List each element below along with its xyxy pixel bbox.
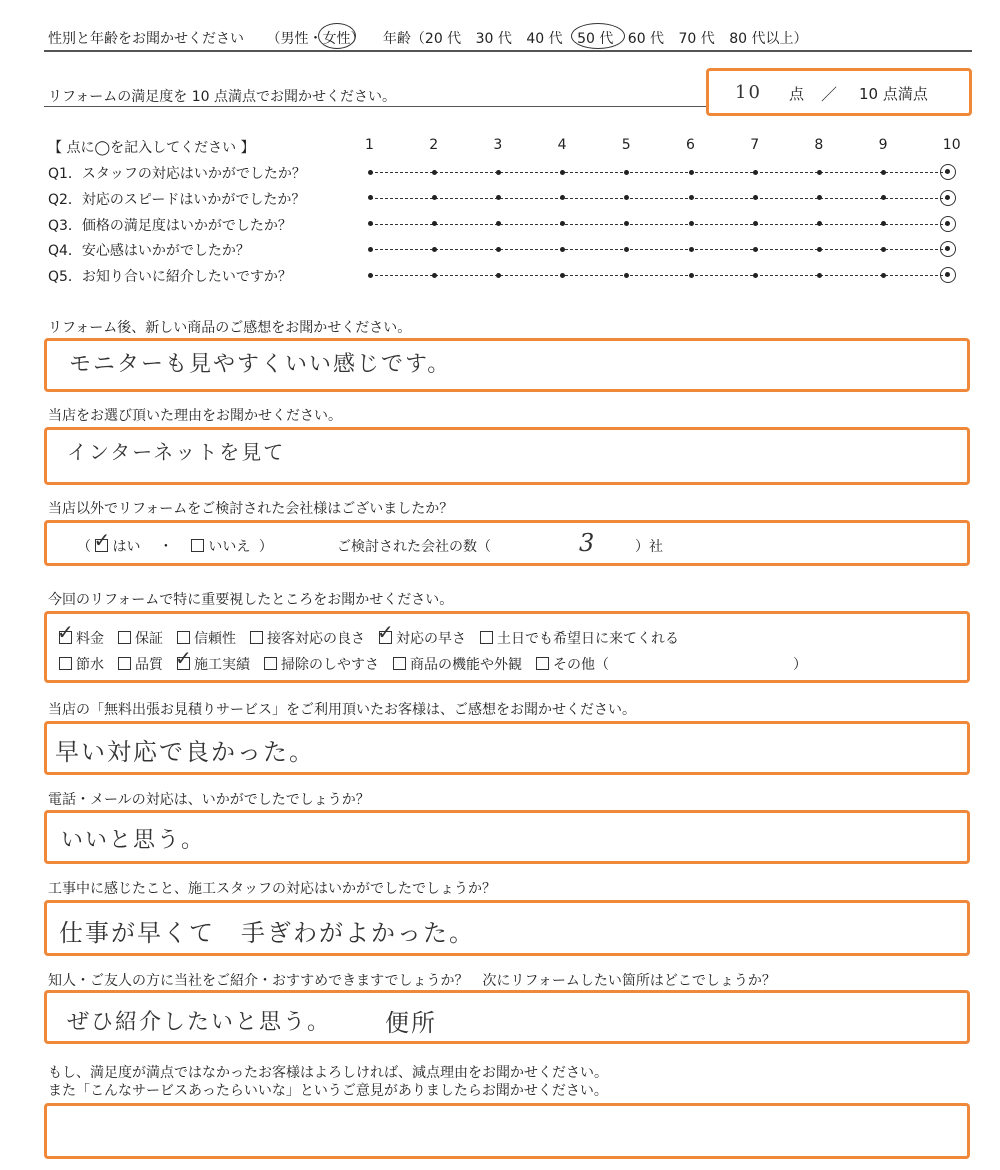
rating-point-q4-3[interactable] bbox=[496, 247, 501, 252]
phone-question: 電話・メールの対応は、いかがでしたでしょうか？ bbox=[48, 792, 370, 808]
scale-number-3: 3 bbox=[493, 137, 503, 153]
rating-point-q1-8[interactable] bbox=[817, 170, 822, 175]
priority-option[interactable] bbox=[177, 631, 236, 647]
priority-option[interactable] bbox=[118, 657, 163, 673]
priority-checkbox[interactable] bbox=[480, 631, 493, 644]
priority-checkbox-checked[interactable] bbox=[57, 620, 74, 644]
rating-question-q1: Q1．スタッフの対応はいかがでしたか？ bbox=[48, 166, 306, 182]
priority-checkbox-checked[interactable] bbox=[377, 620, 394, 644]
rating-point-q1-4[interactable] bbox=[560, 170, 565, 175]
age-30: 30 代 bbox=[475, 31, 512, 47]
other-no-checkbox[interactable] bbox=[191, 539, 204, 552]
header-divider bbox=[44, 50, 972, 52]
other-yes-checkbox[interactable] bbox=[93, 528, 111, 552]
rating-point-q2-6[interactable] bbox=[689, 195, 694, 200]
priority-label: 保証 bbox=[135, 631, 163, 647]
age-selected-circle bbox=[571, 23, 625, 49]
scale-number-1: 1 bbox=[365, 137, 374, 153]
rating-point-q1-7[interactable] bbox=[753, 170, 758, 175]
rating-point-q5-6[interactable] bbox=[689, 273, 694, 278]
rating-point-q5-7[interactable] bbox=[753, 273, 758, 278]
other-count: 3 bbox=[579, 529, 597, 557]
gender-selected: 女性 bbox=[322, 31, 351, 47]
scale-number-5: 5 bbox=[621, 137, 631, 153]
rating-question-q2: Q2．対応のスピードはいかがでしたか？ bbox=[48, 191, 306, 208]
priority-option[interactable] bbox=[175, 646, 250, 673]
rating-point-q5-5[interactable] bbox=[624, 273, 629, 278]
rating-point-q4-6[interactable] bbox=[689, 247, 694, 252]
rating-point-q4-4[interactable] bbox=[560, 247, 565, 252]
other-no-label: いいえ bbox=[208, 539, 251, 555]
scale-number-6: 6 bbox=[686, 137, 695, 153]
other-company-box bbox=[44, 520, 970, 566]
work-answer-box[interactable] bbox=[44, 900, 970, 956]
gender-close: ） bbox=[350, 31, 365, 47]
rating-selected-q5[interactable] bbox=[940, 267, 956, 283]
rating-point-q2-1[interactable] bbox=[368, 195, 373, 200]
age-40: 40 代 bbox=[526, 31, 563, 47]
priority-label: 信頼性 bbox=[194, 631, 236, 647]
checkmark-icon: ✓ bbox=[377, 620, 394, 644]
priority-label: 掃除のしやすさ bbox=[281, 657, 379, 673]
rating-point-q5-3[interactable] bbox=[496, 273, 501, 278]
work-question: 工事中に感じたこと、施工スタッフの対応はいかがでしたでしょうか？ bbox=[48, 881, 496, 897]
priority-checkbox[interactable] bbox=[393, 657, 406, 670]
priority-checkbox[interactable] bbox=[250, 631, 263, 644]
priority-option[interactable] bbox=[59, 657, 104, 673]
rating-question-q3: Q3．価格の満足度はいかがでしたか？ bbox=[48, 217, 292, 234]
rating-point-q4-1[interactable] bbox=[368, 247, 373, 252]
priority-row-2 bbox=[59, 646, 807, 674]
priority-label: 節水 bbox=[76, 657, 104, 673]
other-count-unit: ）社 bbox=[635, 539, 663, 555]
rating-line-q2 bbox=[370, 198, 948, 199]
priority-checkbox[interactable] bbox=[177, 631, 190, 644]
rating-point-q1-9[interactable] bbox=[881, 170, 886, 175]
rating-point-q2-7[interactable] bbox=[753, 195, 758, 200]
gender-open: （男性・ bbox=[266, 31, 323, 47]
rating-instruction: 【 点に◯を記入してください 】 bbox=[48, 140, 255, 156]
age-70: 70 代 bbox=[678, 31, 715, 47]
other-yes-option[interactable] bbox=[93, 528, 141, 555]
rating-point-q5-8[interactable] bbox=[817, 273, 822, 278]
rating-point-q2-5[interactable] bbox=[624, 195, 629, 200]
rating-point-q3-1[interactable] bbox=[368, 221, 373, 226]
rating-point-q3-6[interactable] bbox=[689, 221, 694, 226]
priority-checkbox[interactable] bbox=[118, 631, 131, 644]
rating-line-q1 bbox=[370, 172, 948, 173]
rating-point-q5-9[interactable] bbox=[881, 273, 886, 278]
improve-answer-box[interactable] bbox=[44, 1103, 970, 1159]
priority-checkbox[interactable] bbox=[118, 657, 131, 670]
priority-option[interactable] bbox=[57, 620, 104, 647]
rating-point-q3-7[interactable] bbox=[753, 221, 758, 226]
rating-point-q5-1[interactable] bbox=[368, 273, 373, 278]
next-place-answer: 便所 bbox=[385, 1009, 437, 1037]
rating-point-q1-2[interactable] bbox=[432, 170, 437, 175]
rating-point-q4-9[interactable] bbox=[881, 247, 886, 252]
satisfaction-score: 10 bbox=[735, 82, 762, 103]
recommend-answer: ぜひ紹介したいと思う。 bbox=[67, 1010, 332, 1035]
rating-selected-q1[interactable] bbox=[940, 164, 956, 180]
other-yes-label: はい bbox=[112, 539, 141, 555]
rating-selected-q2[interactable] bbox=[940, 190, 956, 206]
age-60: 60 代 bbox=[627, 31, 665, 47]
rating-line-q3 bbox=[370, 224, 948, 225]
reason-answer: インターネットを見て bbox=[67, 440, 286, 464]
recommend-question: 知人・ご友人の方に当社をご紹介・おすすめできますでしょうか？ 次にリフォームしたい箇所はどこでしょうか？ bbox=[48, 973, 776, 989]
priority-label: その他（ bbox=[553, 657, 609, 673]
priority-label: 施工実績 bbox=[194, 657, 250, 673]
other-company-choices: （ ✓ はい ・ いいえ ） bbox=[77, 528, 273, 555]
rating-point-q2-9[interactable] bbox=[881, 195, 886, 200]
priority-label: 料金 bbox=[76, 631, 104, 647]
satisfaction-score-box bbox=[706, 68, 972, 116]
priority-label: 接客対応の良さ bbox=[267, 631, 365, 647]
rating-point-q3-8[interactable] bbox=[817, 221, 822, 226]
estimate-question: 当店の「無料出張お見積りサービス」をご利用頂いたお客様は、ご感想をお聞かせください。 bbox=[48, 702, 636, 718]
priority-option[interactable] bbox=[536, 657, 609, 673]
impression-answer-box[interactable] bbox=[44, 338, 970, 392]
rating-point-q2-3[interactable] bbox=[496, 195, 501, 200]
rating-point-q3-2[interactable] bbox=[432, 221, 437, 226]
other-yes-checkmark: ✓ bbox=[93, 528, 111, 552]
recommend-answer-box[interactable] bbox=[44, 990, 970, 1044]
age-80: 80 代以上） bbox=[729, 31, 808, 47]
reason-question: 当店をお選び頂いた理由をお聞かせください。 bbox=[48, 408, 342, 424]
priority-option[interactable] bbox=[377, 620, 466, 647]
rating-selected-q3[interactable] bbox=[940, 216, 956, 232]
priority-option[interactable] bbox=[393, 657, 522, 673]
satisfaction-prompt: リフォームの満足度を 10 点満点でお聞かせください。 bbox=[48, 89, 397, 105]
impression-answer: モニターも見やすくいい感じです。 bbox=[69, 352, 452, 377]
satisfaction-max: 10 点満点 bbox=[859, 85, 928, 103]
age-label: 年齢（20 代 bbox=[382, 31, 462, 47]
age-selected: 50 代 bbox=[577, 31, 614, 47]
scale-number-8: 8 bbox=[814, 137, 824, 153]
priority-checkbox[interactable] bbox=[59, 657, 72, 670]
priority-label: 品質 bbox=[135, 657, 163, 673]
rating-point-q5-2[interactable] bbox=[432, 273, 437, 278]
checkmark-icon: ✓ bbox=[175, 646, 192, 670]
gender-selected-wrap bbox=[322, 28, 350, 48]
priority-option[interactable] bbox=[264, 657, 379, 673]
priority-row-1 bbox=[57, 620, 693, 648]
rating-point-q3-5[interactable] bbox=[624, 221, 629, 226]
gender-age-row bbox=[48, 28, 807, 48]
reason-answer-box[interactable] bbox=[44, 427, 970, 485]
priority-label: 土日でも希望日に来てくれる bbox=[497, 631, 679, 647]
priority-label: 対応の早さ bbox=[396, 631, 466, 647]
scale-number-7: 7 bbox=[750, 137, 760, 153]
scale-number-2: 2 bbox=[429, 137, 439, 153]
rating-point-q1-5[interactable] bbox=[624, 170, 629, 175]
improve-question-2: また「こんなサービスあったらいいな」というご意見がありましたらお聞かせください。 bbox=[48, 1083, 608, 1099]
rating-point-q3-4[interactable] bbox=[560, 221, 565, 226]
priority-option[interactable] bbox=[250, 631, 365, 647]
checkmark-icon: ✓ bbox=[57, 620, 74, 644]
other-company-question: 当店以外でリフォームをご検討された会社様はございましたか？ bbox=[48, 501, 454, 517]
phone-answer: いいと思う。 bbox=[61, 828, 206, 853]
estimate-answer: 早い対応で良かった。 bbox=[55, 738, 315, 766]
rating-line-q4 bbox=[370, 249, 948, 250]
improve-question-1: もし、満足度が満点ではなかったお客様はよろしければ、減点理由をお聞かせください。 bbox=[48, 1065, 608, 1081]
gender-age-label: 性別と年齢をお聞かせください bbox=[48, 31, 244, 47]
rating-question-q4: Q4．安心感はいかがでしたか？ bbox=[48, 243, 250, 260]
other-sep: ・ bbox=[158, 539, 173, 555]
priority-label: 商品の機能や外観 bbox=[410, 657, 522, 673]
priority-checkbox[interactable] bbox=[264, 657, 277, 670]
rating-point-q2-2[interactable] bbox=[432, 195, 437, 200]
rating-question-q5: Q5．お知り合いに紹介したいですか？ bbox=[48, 269, 292, 286]
satisfaction-unit: 点 bbox=[789, 85, 805, 103]
rating-point-q2-8[interactable] bbox=[817, 195, 822, 200]
priority-other-close: ） bbox=[793, 657, 807, 673]
scale-number-4: 4 bbox=[557, 137, 567, 153]
priority-option[interactable] bbox=[480, 631, 679, 647]
phone-answer-box[interactable] bbox=[44, 810, 970, 864]
scale-number-9: 9 bbox=[878, 137, 888, 153]
rating-point-q4-7[interactable] bbox=[753, 247, 758, 252]
rating-point-q4-2[interactable] bbox=[432, 247, 437, 252]
rating-point-q5-4[interactable] bbox=[560, 273, 565, 278]
other-count-label: ご検討された会社の数（ bbox=[337, 539, 491, 555]
impression-question: リフォーム後、新しい商品のご感想をお聞かせください。 bbox=[48, 320, 412, 336]
rating-line-q5 bbox=[370, 275, 948, 276]
rating-selected-q4[interactable] bbox=[940, 241, 956, 257]
rating-point-q1-3[interactable] bbox=[496, 170, 501, 175]
rating-point-q4-8[interactable] bbox=[817, 247, 822, 252]
rating-point-q1-6[interactable] bbox=[689, 170, 694, 175]
estimate-answer-box[interactable] bbox=[44, 721, 970, 775]
priority-option[interactable] bbox=[118, 631, 163, 647]
satisfaction-underline bbox=[44, 106, 706, 107]
satisfaction-slash: ／ bbox=[821, 85, 838, 104]
rating-point-q4-5[interactable] bbox=[624, 247, 629, 252]
priority-checkbox-checked[interactable] bbox=[175, 646, 192, 670]
rating-point-q3-9[interactable] bbox=[881, 221, 886, 226]
age-selected-wrap bbox=[577, 28, 613, 48]
rating-point-q2-4[interactable] bbox=[560, 195, 565, 200]
work-answer: 仕事が早くて 手ぎわがよかった。 bbox=[59, 919, 475, 947]
rating-point-q1-1[interactable] bbox=[368, 170, 373, 175]
other-no-option[interactable] bbox=[191, 539, 250, 555]
scale-number-10: 10 bbox=[942, 137, 961, 153]
priority-box bbox=[44, 611, 970, 683]
priority-question: 今回のリフォームで特に重要視したところをお聞かせください。 bbox=[48, 592, 454, 608]
priority-checkbox[interactable] bbox=[536, 657, 549, 670]
rating-point-q3-3[interactable] bbox=[496, 221, 501, 226]
